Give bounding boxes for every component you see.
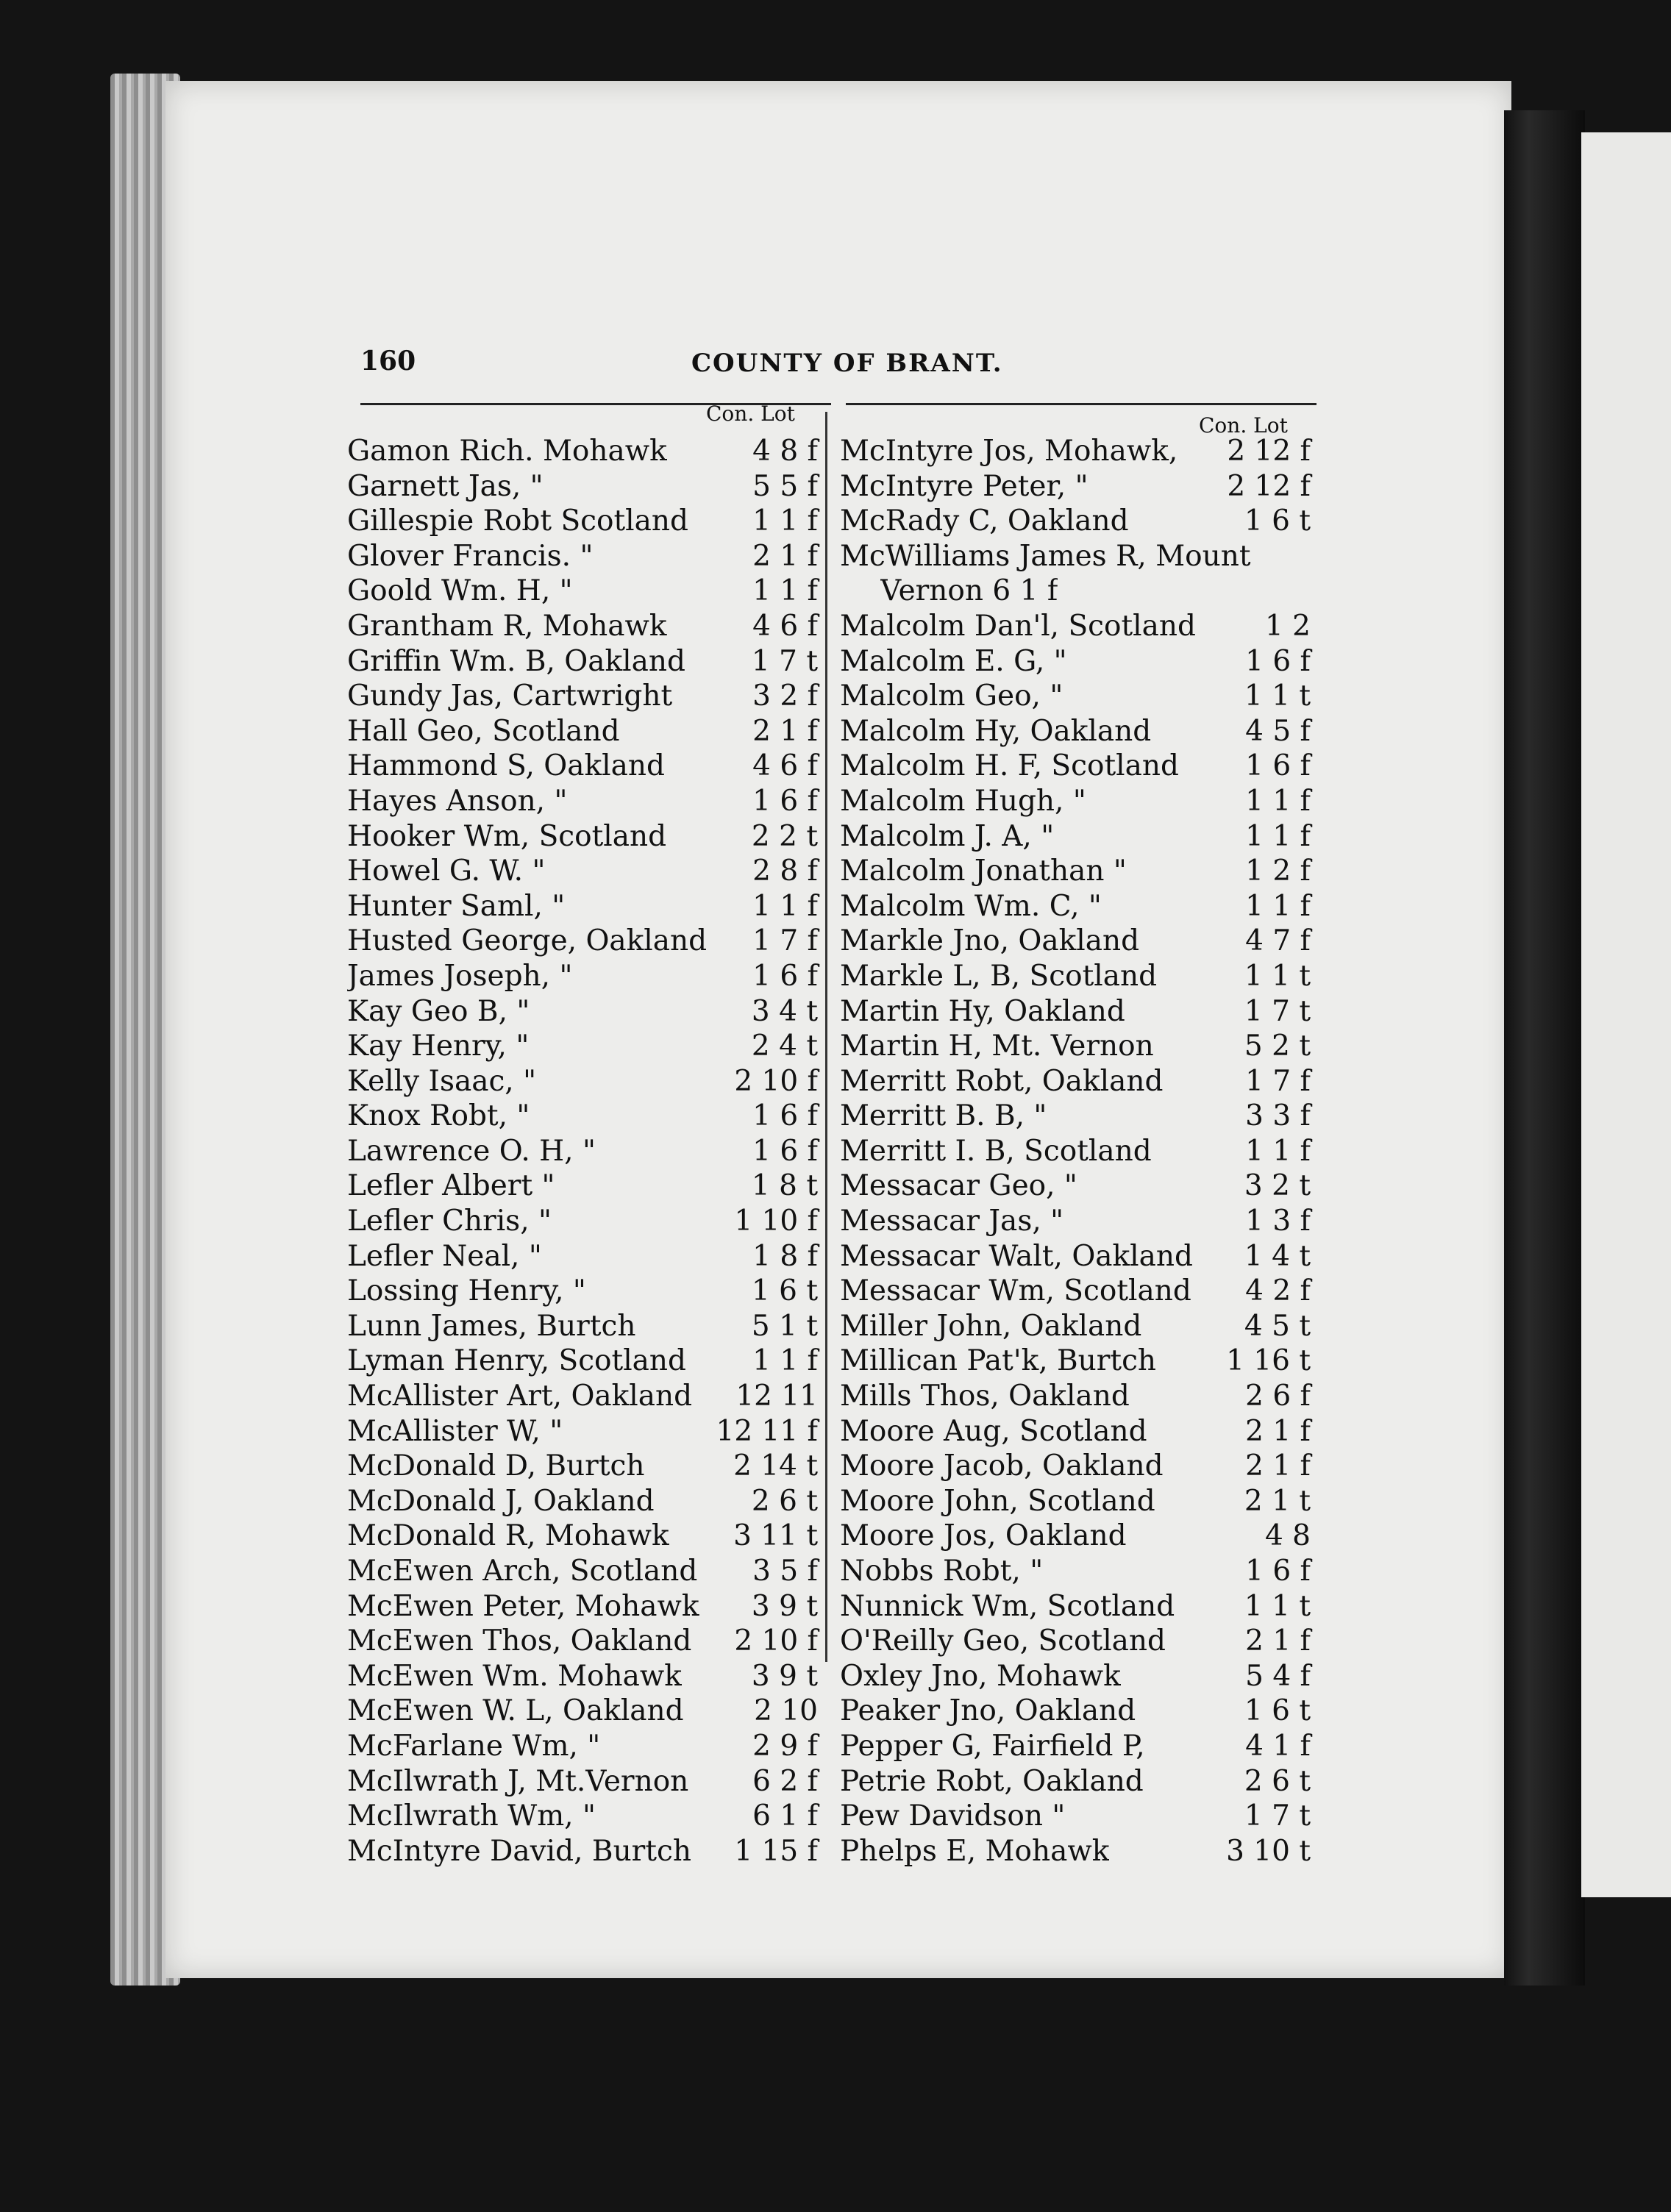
entry-con-lot: 3 2 t bbox=[1244, 1169, 1311, 1203]
directory-entry bbox=[840, 889, 1311, 924]
entry-name: Vernon 6 1 f bbox=[880, 574, 1058, 608]
entry-con-lot: 1 16 t bbox=[1226, 1344, 1311, 1378]
directory-entry bbox=[347, 1204, 818, 1239]
entry-name: Malcolm J. A, " bbox=[840, 819, 1055, 853]
entry-con-lot: 1 6 t bbox=[1244, 1694, 1311, 1728]
entry-con-lot: 1 1 f bbox=[1245, 1134, 1311, 1168]
entry-con-lot: 1 1 t bbox=[1244, 679, 1311, 713]
entry-name: Malcolm Hy, Oakland bbox=[840, 714, 1152, 748]
entry-name: Martin H, Mt. Vernon bbox=[840, 1030, 1154, 1063]
entry-name: Hammond S, Oakland bbox=[347, 749, 665, 783]
entry-name: Mills Thos, Oakland bbox=[840, 1380, 1130, 1413]
directory-entry bbox=[347, 1834, 818, 1869]
entry-con-lot: 4 5 t bbox=[1244, 1309, 1311, 1343]
entry-name: McIntyre Peter, " bbox=[840, 469, 1089, 503]
directory-entry bbox=[840, 434, 1311, 469]
entry-name: Lawrence O. H, " bbox=[347, 1134, 596, 1168]
right-column bbox=[840, 434, 1311, 1869]
entry-name: Malcolm Hugh, " bbox=[840, 784, 1086, 818]
directory-entry bbox=[347, 959, 818, 994]
entry-con-lot: 12 11 f bbox=[716, 1414, 818, 1448]
entry-con-lot: 2 1 f bbox=[752, 714, 818, 748]
directory-entry bbox=[840, 1729, 1311, 1764]
entry-con-lot: 3 3 f bbox=[1245, 1099, 1311, 1133]
entry-con-lot: 4 5 f bbox=[1245, 714, 1311, 748]
entry-con-lot: 1 2 bbox=[1264, 609, 1311, 643]
directory-entry bbox=[347, 1239, 818, 1274]
directory-entry bbox=[347, 539, 818, 574]
entry-con-lot: 1 1 f bbox=[752, 1344, 818, 1378]
directory-entry bbox=[347, 1134, 818, 1169]
directory-entry bbox=[347, 574, 818, 609]
directory-entry bbox=[347, 1449, 818, 1484]
entry-name: McEwen Peter, Mohawk bbox=[347, 1589, 699, 1623]
directory-entry bbox=[840, 1169, 1311, 1204]
entry-name: McAllister Art, Oakland bbox=[347, 1380, 693, 1413]
entry-con-lot: 1 3 f bbox=[1245, 1205, 1311, 1238]
entry-name: Nobbs Robt, " bbox=[840, 1555, 1044, 1588]
running-title: COUNTY OF BRANT. bbox=[691, 349, 1003, 378]
directory-entry bbox=[347, 714, 818, 749]
directory-entry bbox=[840, 1204, 1311, 1239]
directory-entry bbox=[840, 1344, 1311, 1379]
entry-con-lot: 1 1 f bbox=[752, 574, 818, 608]
entry-con-lot: 5 5 f bbox=[752, 469, 818, 503]
directory-entry bbox=[347, 1694, 818, 1729]
entry-name: Kelly Isaac, " bbox=[347, 1064, 537, 1098]
entry-name: Grantham R, Mohawk bbox=[347, 609, 667, 643]
entry-name: Markle Jno, Oakland bbox=[840, 924, 1140, 958]
entry-name: Lefler Albert " bbox=[347, 1169, 555, 1203]
entry-con-lot bbox=[1305, 574, 1311, 609]
entry-con-lot: 1 6 f bbox=[1245, 1555, 1311, 1588]
entry-con-lot: 1 6 f bbox=[1245, 749, 1311, 783]
entry-name: Markle L, B, Scotland bbox=[840, 959, 1158, 993]
directory-entry bbox=[347, 1274, 818, 1309]
directory-entry bbox=[347, 854, 818, 889]
directory-entry bbox=[840, 1484, 1311, 1519]
entry-con-lot: 2 8 f bbox=[752, 855, 818, 888]
entry-name: Messacar Geo, " bbox=[840, 1169, 1077, 1203]
column-header-right: Con. Lot bbox=[1199, 413, 1288, 438]
directory-entry bbox=[347, 924, 818, 959]
entry-con-lot: 1 6 f bbox=[752, 1099, 818, 1133]
entry-name: Malcolm H. F, Scotland bbox=[840, 749, 1179, 783]
entry-con-lot: 1 1 f bbox=[752, 889, 818, 923]
entry-con-lot: 3 4 t bbox=[751, 994, 818, 1028]
column-header-left: Con. Lot bbox=[706, 402, 795, 426]
directory-entry bbox=[840, 1309, 1311, 1344]
entry-con-lot: 2 6 t bbox=[751, 1484, 818, 1518]
entry-con-lot: 2 14 t bbox=[733, 1449, 818, 1483]
entry-con-lot: 2 10 f bbox=[734, 1624, 818, 1658]
directory-entry bbox=[347, 434, 818, 469]
entry-name: Oxley Jno, Mohawk bbox=[840, 1659, 1121, 1693]
entry-con-lot: 1 8 t bbox=[751, 1169, 818, 1203]
entry-name: Hayes Anson, " bbox=[347, 784, 568, 818]
directory-entry bbox=[840, 1134, 1311, 1169]
entry-con-lot: 3 9 t bbox=[751, 1659, 818, 1693]
entry-name: Phelps E, Mohawk bbox=[840, 1834, 1110, 1868]
entry-con-lot: 3 9 t bbox=[751, 1589, 818, 1623]
entry-name: Knox Robt, " bbox=[347, 1099, 530, 1133]
directory-entry bbox=[347, 609, 818, 644]
directory-entry bbox=[840, 1764, 1311, 1799]
entry-name: Gamon Rich. Mohawk bbox=[347, 435, 667, 468]
entry-name: McDonald D, Burtch bbox=[347, 1449, 645, 1483]
entry-con-lot: 1 6 t bbox=[1244, 504, 1311, 538]
entry-name: Peaker Jno, Oakland bbox=[840, 1694, 1136, 1728]
entry-name: McEwen Thos, Oakland bbox=[347, 1624, 692, 1658]
directory-entry bbox=[840, 679, 1311, 714]
entry-name: Messacar Wm, Scotland bbox=[840, 1274, 1191, 1308]
entry-con-lot: 2 6 t bbox=[1244, 1764, 1311, 1798]
entry-name: Gundy Jas, Cartwright bbox=[347, 679, 673, 713]
entry-name: Merritt Robt, Oakland bbox=[840, 1064, 1164, 1098]
entry-con-lot: 2 1 t bbox=[1244, 1484, 1311, 1518]
directory-entry bbox=[840, 924, 1311, 959]
entry-con-lot: 1 1 f bbox=[1245, 819, 1311, 853]
entry-con-lot: 1 1 f bbox=[1245, 889, 1311, 923]
entry-name: McIntyre David, Burtch bbox=[347, 1834, 691, 1868]
directory-entry bbox=[840, 784, 1311, 819]
entry-name: McWilliams James R, Mount bbox=[840, 539, 1251, 573]
entry-con-lot bbox=[1305, 539, 1311, 574]
directory-entry bbox=[347, 1729, 818, 1764]
directory-entry bbox=[347, 749, 818, 784]
entry-name: Malcolm Geo, " bbox=[840, 679, 1063, 713]
entry-con-lot: 3 2 f bbox=[752, 679, 818, 713]
entry-name: Garnett Jas, " bbox=[347, 469, 544, 503]
directory-entry bbox=[347, 679, 818, 714]
entry-name: Merritt I. B, Scotland bbox=[840, 1134, 1152, 1168]
directory-entry bbox=[347, 1589, 818, 1624]
entry-con-lot: 2 12 f bbox=[1227, 435, 1311, 468]
directory-entry bbox=[840, 819, 1311, 855]
entry-name: Pepper G, Fairfield P, bbox=[840, 1729, 1145, 1763]
entry-con-lot: 2 10 bbox=[754, 1694, 818, 1728]
directory-page bbox=[346, 338, 1317, 1897]
facing-page bbox=[1581, 132, 1671, 1897]
entry-con-lot: 4 8 f bbox=[752, 435, 818, 468]
entry-con-lot: 1 4 t bbox=[1244, 1239, 1311, 1273]
entry-name: Gillespie Robt Scotland bbox=[347, 504, 688, 538]
directory-entry bbox=[347, 1309, 818, 1344]
entry-con-lot: 1 6 t bbox=[751, 1274, 818, 1308]
entry-name: Lossing Henry, " bbox=[347, 1274, 586, 1308]
entry-name: Martin Hy, Oakland bbox=[840, 994, 1125, 1028]
page-number: 160 bbox=[360, 346, 416, 377]
entry-con-lot: 4 1 f bbox=[1245, 1729, 1311, 1763]
directory-entry bbox=[840, 644, 1311, 679]
entry-con-lot: 1 7 f bbox=[1245, 1064, 1311, 1098]
directory-entry bbox=[840, 1064, 1311, 1099]
directory-entry bbox=[347, 1624, 818, 1659]
directory-entry bbox=[840, 539, 1311, 574]
directory-entry bbox=[347, 1414, 818, 1449]
entry-name: Pew Davidson " bbox=[840, 1799, 1066, 1833]
entry-con-lot: 4 2 f bbox=[1245, 1274, 1311, 1308]
entry-name: Husted George, Oakland bbox=[347, 924, 708, 958]
directory-entry bbox=[840, 1589, 1311, 1624]
directory-entry bbox=[347, 1764, 818, 1799]
entry-con-lot: 2 1 f bbox=[1245, 1414, 1311, 1448]
entry-name: Malcolm Wm. C, " bbox=[840, 889, 1102, 923]
entry-name: Goold Wm. H, " bbox=[347, 574, 573, 608]
directory-entry bbox=[840, 1449, 1311, 1484]
entry-con-lot: 1 1 f bbox=[752, 504, 818, 538]
entry-con-lot: 5 4 f bbox=[1245, 1659, 1311, 1693]
directory-entry bbox=[347, 1344, 818, 1379]
directory-entry bbox=[840, 1834, 1311, 1869]
entry-name: Kay Henry, " bbox=[347, 1030, 530, 1063]
directory-entry bbox=[347, 1799, 818, 1834]
entry-name: Lunn James, Burtch bbox=[347, 1309, 636, 1343]
entry-name: Howel G. W. " bbox=[347, 855, 546, 888]
directory-entry bbox=[840, 609, 1311, 644]
directory-entry bbox=[840, 1799, 1311, 1834]
entry-name: O'Reilly Geo, Scotland bbox=[840, 1624, 1166, 1658]
entry-con-lot: 2 10 f bbox=[734, 1064, 818, 1098]
directory-entry bbox=[840, 1099, 1311, 1134]
entry-name: McEwen Arch, Scotland bbox=[347, 1555, 698, 1588]
directory-entry bbox=[347, 1169, 818, 1204]
entry-con-lot: 2 9 f bbox=[752, 1729, 818, 1763]
entry-name: Messacar Walt, Oakland bbox=[840, 1239, 1193, 1273]
directory-entry bbox=[840, 959, 1311, 994]
entry-con-lot: 3 11 t bbox=[733, 1519, 818, 1553]
book-gutter bbox=[1504, 110, 1585, 1986]
entry-name: Miller John, Oakland bbox=[840, 1309, 1142, 1343]
directory-entry bbox=[347, 1064, 818, 1099]
directory-entry bbox=[347, 1659, 818, 1694]
entry-name: McRady C, Oakland bbox=[840, 504, 1129, 538]
directory-entry bbox=[347, 1554, 818, 1589]
directory-entry bbox=[347, 889, 818, 924]
entry-name: Hall Geo, Scotland bbox=[347, 714, 620, 748]
entry-con-lot: 4 7 f bbox=[1245, 924, 1311, 958]
entry-con-lot: 2 1 f bbox=[1245, 1624, 1311, 1658]
entry-name: Moore Jos, Oakland bbox=[840, 1519, 1127, 1553]
directory-entry bbox=[347, 1099, 818, 1134]
entry-name: Malcolm Jonathan " bbox=[840, 855, 1127, 888]
entry-con-lot: 1 15 f bbox=[734, 1834, 818, 1868]
directory-entry bbox=[347, 784, 818, 819]
entry-name: McDonald J, Oakland bbox=[347, 1484, 655, 1518]
entry-name: Malcolm Dan'l, Scotland bbox=[840, 609, 1196, 643]
entry-con-lot: 1 2 f bbox=[1245, 855, 1311, 888]
column-divider bbox=[825, 412, 827, 1662]
entry-con-lot: 1 6 f bbox=[752, 784, 818, 818]
entry-name: Hooker Wm, Scotland bbox=[347, 819, 667, 853]
entry-con-lot: 2 2 t bbox=[751, 819, 818, 853]
entry-name: Lefler Chris, " bbox=[347, 1205, 552, 1238]
directory-entry bbox=[347, 1484, 818, 1519]
entry-con-lot: 1 1 f bbox=[1245, 784, 1311, 818]
entry-con-lot: 4 6 f bbox=[752, 749, 818, 783]
entry-con-lot: 5 2 t bbox=[1244, 1030, 1311, 1063]
directory-entry bbox=[840, 469, 1311, 504]
directory-entry bbox=[840, 1274, 1311, 1309]
directory-entry bbox=[840, 1554, 1311, 1589]
entry-con-lot: 6 1 f bbox=[752, 1799, 818, 1833]
entry-name: McFarlane Wm, " bbox=[347, 1729, 601, 1763]
directory-entry bbox=[840, 1659, 1311, 1694]
entry-name: Glover Francis. " bbox=[347, 539, 594, 573]
directory-entry bbox=[840, 994, 1311, 1030]
entry-con-lot: 2 6 f bbox=[1245, 1380, 1311, 1413]
directory-entry bbox=[840, 749, 1311, 784]
entry-con-lot: 4 8 bbox=[1264, 1519, 1311, 1553]
directory-entry bbox=[840, 1029, 1311, 1064]
directory-entry bbox=[840, 1379, 1311, 1414]
entry-name: Lefler Neal, " bbox=[347, 1239, 542, 1273]
entry-name: McAllister W, " bbox=[347, 1414, 563, 1448]
directory-entry bbox=[347, 644, 818, 679]
entry-con-lot: 1 6 f bbox=[1245, 644, 1311, 678]
entry-name: Merritt B. B, " bbox=[840, 1099, 1047, 1133]
entry-con-lot: 4 6 f bbox=[752, 609, 818, 643]
entry-name: Millican Pat'k, Burtch bbox=[840, 1344, 1157, 1378]
entry-con-lot: 12 11 bbox=[735, 1380, 818, 1413]
entry-name: Nunnick Wm, Scotland bbox=[840, 1589, 1175, 1623]
directory-entry bbox=[347, 819, 818, 855]
directory-entry bbox=[840, 1239, 1311, 1274]
directory-entry bbox=[840, 1414, 1311, 1449]
header-rule-right bbox=[846, 403, 1317, 405]
directory-entry bbox=[840, 854, 1311, 889]
entry-con-lot: 2 1 f bbox=[752, 539, 818, 573]
entry-con-lot: 1 6 f bbox=[752, 959, 818, 993]
directory-entry bbox=[347, 1379, 818, 1414]
entry-name: Griffin Wm. B, Oakland bbox=[347, 644, 685, 678]
entry-name: James Joseph, " bbox=[347, 959, 573, 993]
entry-name: Moore Aug, Scotland bbox=[840, 1414, 1147, 1448]
entry-con-lot: 6 2 f bbox=[752, 1764, 818, 1798]
entry-name: McEwen Wm. Mohawk bbox=[347, 1659, 682, 1693]
directory-entry bbox=[840, 504, 1311, 539]
entry-con-lot: 1 1 t bbox=[1244, 959, 1311, 993]
entry-name: McEwen W. L, Oakland bbox=[347, 1694, 684, 1728]
entry-name: Hunter Saml, " bbox=[347, 889, 566, 923]
entry-name: Malcolm E. G, " bbox=[840, 644, 1067, 678]
directory-entry bbox=[840, 1519, 1311, 1554]
entry-con-lot: 3 5 f bbox=[752, 1555, 818, 1588]
entry-name: Kay Geo B, " bbox=[347, 994, 530, 1028]
entry-name: Petrie Robt, Oakland bbox=[840, 1764, 1144, 1798]
page-header bbox=[346, 346, 1317, 390]
entry-name: McDonald R, Mohawk bbox=[347, 1519, 669, 1553]
entry-con-lot: 1 7 t bbox=[751, 644, 818, 678]
entry-con-lot: 1 6 f bbox=[752, 1134, 818, 1168]
entry-name: Lyman Henry, Scotland bbox=[347, 1344, 687, 1378]
entry-name: McIntyre Jos, Mohawk, bbox=[840, 435, 1178, 468]
entry-con-lot: 1 1 t bbox=[1244, 1589, 1311, 1623]
entry-con-lot: 1 7 t bbox=[1244, 1799, 1311, 1833]
entry-con-lot: 1 8 f bbox=[752, 1239, 818, 1273]
entry-con-lot: 1 10 f bbox=[734, 1205, 818, 1238]
directory-entry bbox=[347, 469, 818, 504]
entry-name: Moore Jacob, Oakland bbox=[840, 1449, 1164, 1483]
entry-con-lot: 2 4 t bbox=[751, 1030, 818, 1063]
directory-entry bbox=[347, 1519, 818, 1554]
entry-name: Messacar Jas, " bbox=[840, 1205, 1064, 1238]
left-column bbox=[347, 434, 818, 1869]
directory-entry bbox=[840, 1624, 1311, 1659]
entry-name: Moore John, Scotland bbox=[840, 1484, 1155, 1518]
directory-entry bbox=[347, 504, 818, 539]
entry-con-lot: 5 1 t bbox=[751, 1309, 818, 1343]
entry-name: McIlwrath Wm, " bbox=[347, 1799, 596, 1833]
entry-con-lot: 2 1 f bbox=[1245, 1449, 1311, 1483]
directory-entry bbox=[347, 1029, 818, 1064]
entry-con-lot: 1 7 f bbox=[752, 924, 818, 958]
entry-name: McIlwrath J, Mt.Vernon bbox=[347, 1764, 689, 1798]
directory-entry bbox=[347, 994, 818, 1030]
entry-con-lot: 1 7 t bbox=[1244, 994, 1311, 1028]
entry-con-lot: 3 10 t bbox=[1226, 1834, 1311, 1868]
directory-entry bbox=[840, 714, 1311, 749]
directory-entry bbox=[840, 1694, 1311, 1729]
entry-con-lot: 2 12 f bbox=[1227, 469, 1311, 503]
directory-entry bbox=[840, 574, 1311, 609]
